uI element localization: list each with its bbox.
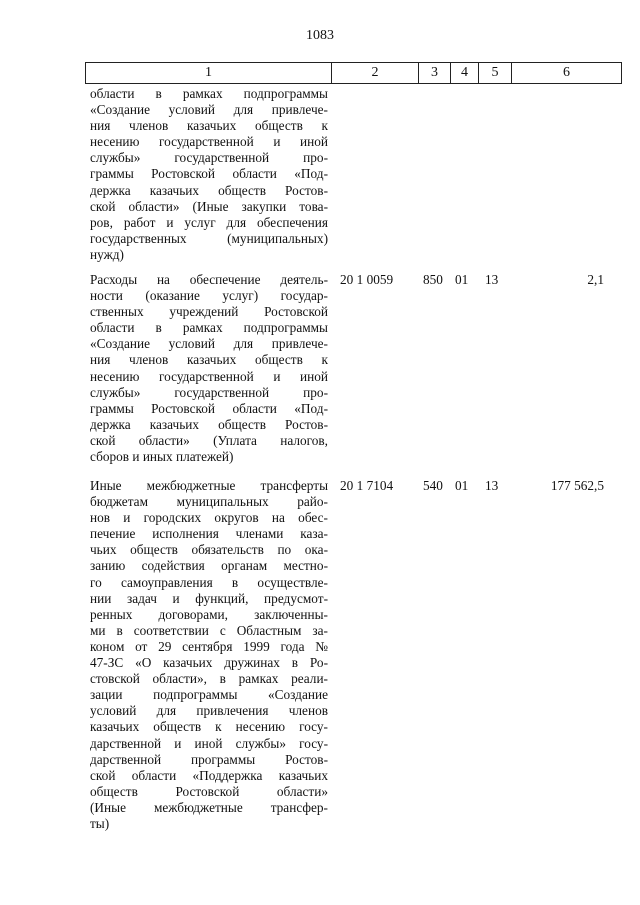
table-row: [0, 86, 640, 272]
description-line: (Иные межбюджетные трансфер-: [90, 799, 328, 815]
description-line: 47-ЗС «О казачьих дружинах в Ро-: [90, 655, 328, 671]
description-line: казачьих обществ к несению госу-: [90, 719, 328, 735]
target-code: 20 1 7104: [340, 478, 394, 493]
target-code: 20 1 0059: [340, 272, 394, 287]
description-line: печение исполнения членами каза-: [90, 526, 328, 542]
row-description: [90, 272, 328, 465]
description-line: области в рамках подпрограммы: [90, 320, 328, 336]
description-line: несению государственной и иной: [90, 368, 328, 384]
table-body: [0, 86, 640, 838]
description-line: занию содействия органам местно-: [90, 558, 328, 574]
description-line: обществ Ростовской области»: [90, 783, 328, 799]
description-line: ской области» (Уплата налогов,: [90, 432, 328, 448]
description-line: бюджетам муниципальных райо-: [90, 494, 328, 510]
amount: 177 562,5: [550, 478, 604, 493]
section-code: 01: [455, 478, 469, 493]
description-line: ния членов казачьих обществ к: [90, 352, 328, 368]
subsection-code: 13: [485, 272, 499, 287]
description-line: службы» государственной про-: [90, 384, 328, 400]
description-line: стовской области», в рамках реали-: [90, 671, 328, 687]
description-line: зации подпрограммы «Создание: [90, 687, 328, 703]
description-line: дарственной и иной службы» госу-: [90, 735, 328, 751]
description-line: граммы Ростовской области «Под-: [90, 166, 328, 182]
expense-type: 850: [423, 272, 443, 287]
column-header-2: 2: [332, 63, 419, 84]
description-line: службы» государственной про-: [90, 150, 328, 166]
description-line: ственных учреждений Ростовской: [90, 304, 328, 320]
row-description: [90, 478, 328, 832]
page-number: 1083: [306, 28, 334, 43]
description-line: ты): [90, 815, 110, 831]
description-line: нов и городских округов на обес-: [90, 510, 328, 526]
amount: 2,1: [587, 272, 604, 287]
description-line: ми в соответствии с Областным за-: [90, 622, 328, 638]
column-header-1: 1: [86, 63, 332, 84]
column-header-4: 4: [451, 63, 479, 84]
column-header-row: [85, 62, 622, 84]
description-line: граммы Ростовской области «Под-: [90, 400, 328, 416]
description-line: несению государственной и иной: [90, 134, 328, 150]
description-line: сборов и иных платежей): [90, 449, 234, 465]
description-line: ности (оказание услуг) государ-: [90, 288, 328, 304]
description-line: го самоуправления в осуществле-: [90, 574, 328, 590]
table-row: [0, 272, 640, 478]
table-row: [0, 478, 640, 838]
description-line: держка казачьих обществ Ростов-: [90, 416, 328, 432]
column-header-6: 6: [512, 63, 622, 84]
description-line: нии задач и функций, предусмот-: [90, 590, 328, 606]
description-line: условий для привлечения членов: [90, 703, 328, 719]
description-line: дарственной программы Ростов-: [90, 751, 328, 767]
description-line: ния членов казачьих обществ к: [90, 118, 328, 134]
description-line: «Создание условий для привлече-: [90, 336, 328, 352]
description-line: нужд): [90, 246, 124, 262]
row-description: [90, 86, 328, 263]
description-line: области в рамках подпрограммы: [90, 86, 328, 101]
description-line: Иные межбюджетные трансферты: [90, 478, 328, 493]
description-line: Расходы на обеспечение деятель-: [90, 272, 328, 287]
subsection-code: 13: [485, 478, 499, 493]
description-line: ской области» (Иные закупки това-: [90, 198, 328, 214]
description-line: ренных договорами, заключенны-: [90, 606, 328, 622]
description-line: коном от 29 сентября 1999 года №: [90, 638, 328, 654]
description-line: держка казачьих обществ Ростов-: [90, 182, 328, 198]
description-line: государственных (муниципальных): [90, 230, 328, 246]
column-header-3: 3: [419, 63, 451, 84]
section-code: 01: [455, 272, 469, 287]
column-header-5: 5: [479, 63, 512, 84]
expense-type: 540: [423, 478, 443, 493]
description-line: ской области «Поддержка казачьих: [90, 767, 328, 783]
description-line: чьих обществ обязательств по ока-: [90, 542, 328, 558]
description-line: ров, работ и услуг для обеспечения: [90, 214, 328, 230]
description-line: «Создание условий для привлече-: [90, 102, 328, 118]
